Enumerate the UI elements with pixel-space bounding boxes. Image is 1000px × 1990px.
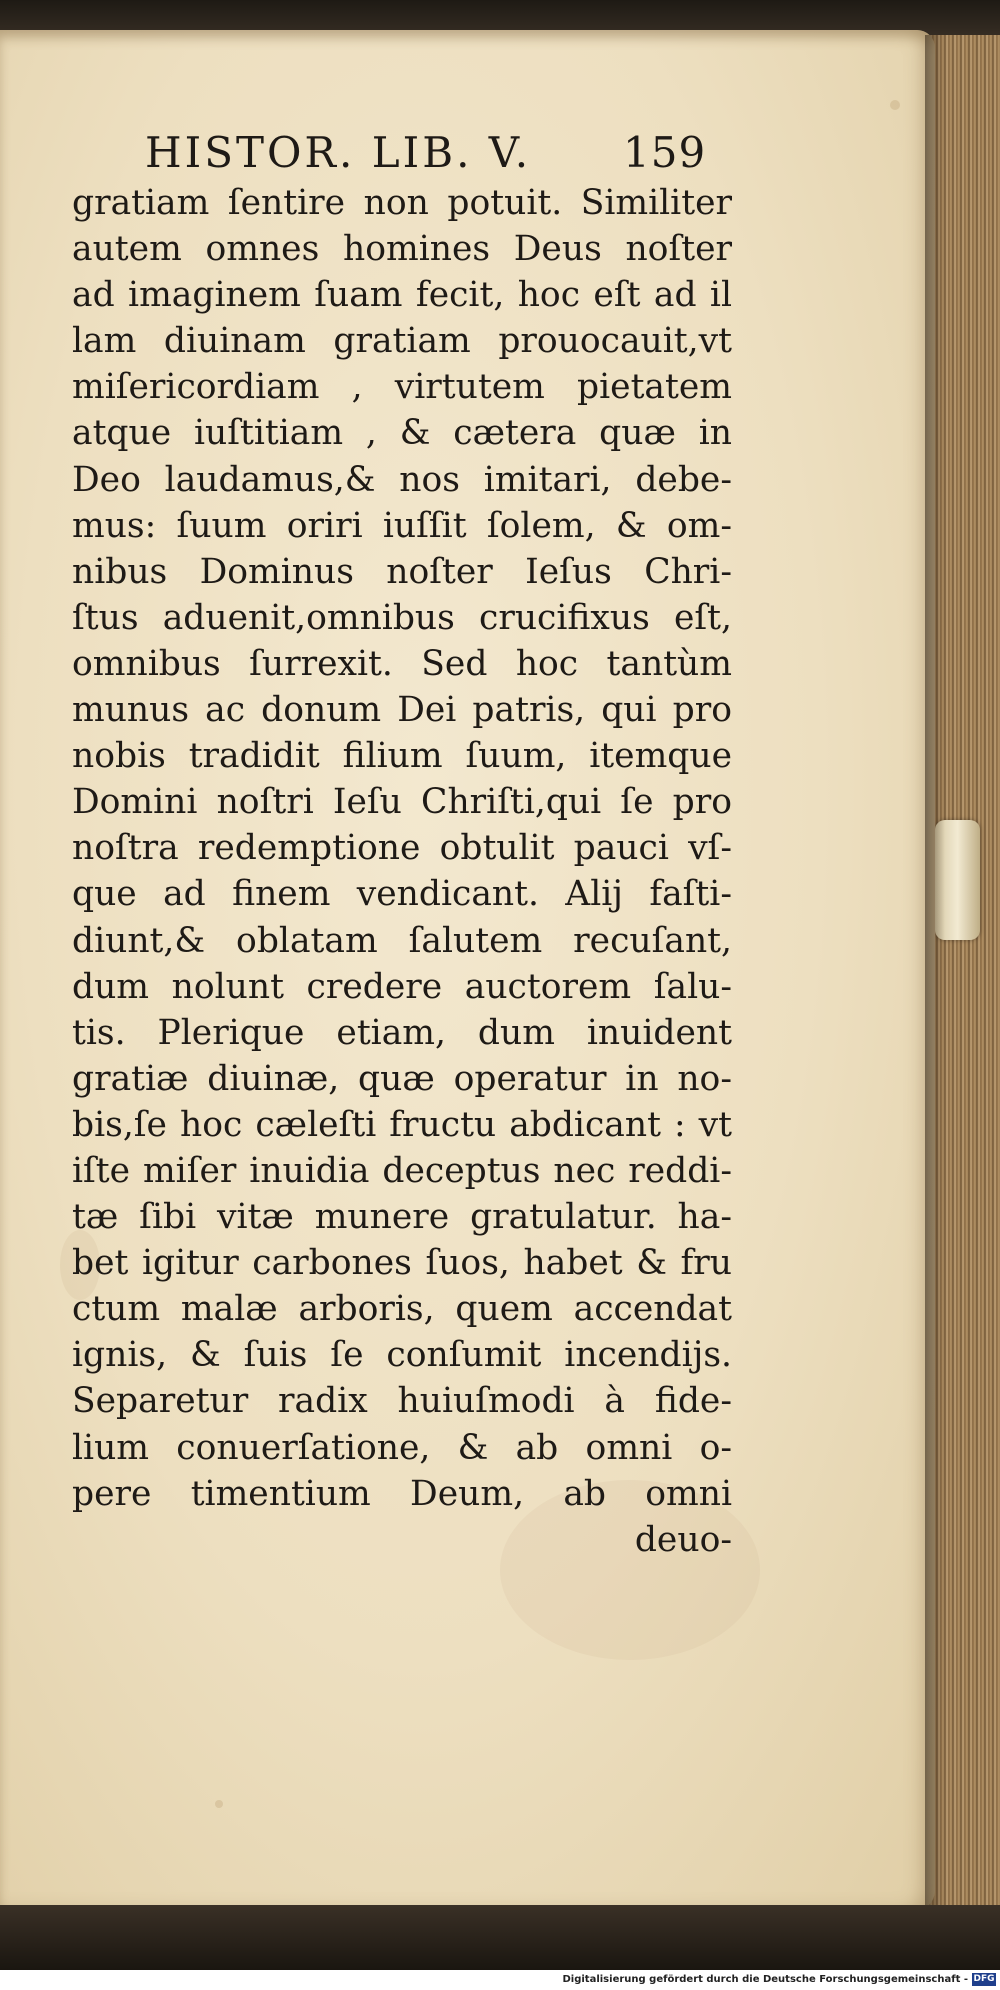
text-line: Separetur radix huiuſmodi à fide- xyxy=(72,1381,732,1422)
text-line: lam diuinam gratiam prouocauit,vt xyxy=(72,321,732,362)
text-line: bis,ſe hoc cæleſti fructu abdicant : vt xyxy=(72,1104,732,1145)
text-line: munus ac donum Dei patris, qui pro xyxy=(72,690,732,731)
running-head-title: HISTOR. LIB. V. xyxy=(145,128,532,177)
text-line: Deo laudamus,& nos imitari, debe- xyxy=(72,459,732,500)
text-line: diunt,& oblatam ſalutem recuſant, xyxy=(72,920,732,961)
text-line: atque iuſtitiam , & cætera quæ in xyxy=(72,413,732,454)
text-line: gratiæ diuinæ, quæ operatur in no- xyxy=(72,1058,732,1099)
text-line: gratiam ſentire non potuit. Similiter xyxy=(72,183,732,223)
text-line: miſericordiam , virtutem pietatem xyxy=(72,367,732,408)
text-line: que ad finem vendicant. Alij faſti- xyxy=(72,874,732,915)
text-line: omnibus ſurrexit. Sed hoc tantùm xyxy=(72,643,732,684)
text-line: ad imaginem ſuam fecit, hoc eſt ad il xyxy=(72,275,732,316)
text-line: tis. Plerique etiam, dum inuident xyxy=(72,1012,732,1053)
text-line: autem omnes homines Deus noſter xyxy=(72,229,732,270)
text-line: tæ ſibi vitæ munere gratulatur. ha- xyxy=(72,1197,732,1238)
scan-bottom-border xyxy=(0,1905,1000,1970)
body-text xyxy=(72,180,732,1563)
text-line: ſtus aduenit,omnibus crucifixus eſt, xyxy=(72,597,732,638)
text-line: Domini noſtri Ieſu Chriſti,qui ſe pro xyxy=(72,782,732,823)
text-line: noſtra redemptione obtulit pauci vſ- xyxy=(72,828,732,869)
text-line: dum nolunt credere auctorem ſalu- xyxy=(72,966,732,1007)
paper-stain xyxy=(890,100,900,110)
running-head xyxy=(145,128,705,177)
text-line: ctum malæ arboris, quem accendat xyxy=(72,1289,732,1330)
text-line: pere timentium Deum, ab omni xyxy=(72,1473,732,1514)
page-number: 159 xyxy=(623,128,707,177)
text-line: ignis, & ſuis ſe conſumit incendijs. xyxy=(72,1335,732,1376)
digitization-credit: Digitalisierung gefördert durch die Deutsche Forschungsgemeinschaft - xyxy=(562,1974,968,1985)
text-line: mus: ſuum oriri iuſſit ſolem, & om- xyxy=(72,505,732,546)
text-line: bet igitur carbones ſuos, habet & fru xyxy=(72,1243,732,1284)
dfg-logo: DFG xyxy=(973,1974,995,1984)
text-line: nobis tradidit filium ſuum, itemque xyxy=(72,736,732,777)
paper-stain xyxy=(215,1800,223,1808)
page-edge-shadow xyxy=(925,35,945,1915)
text-line: lium conuerſatione, & ab omni o- xyxy=(72,1427,732,1468)
text-line: iſte miſer inuidia deceptus nec reddi- xyxy=(72,1150,732,1191)
catchword: deuo- xyxy=(634,1519,732,1560)
text-line: nibus Dominus noſter Ieſus Chri- xyxy=(72,551,732,592)
